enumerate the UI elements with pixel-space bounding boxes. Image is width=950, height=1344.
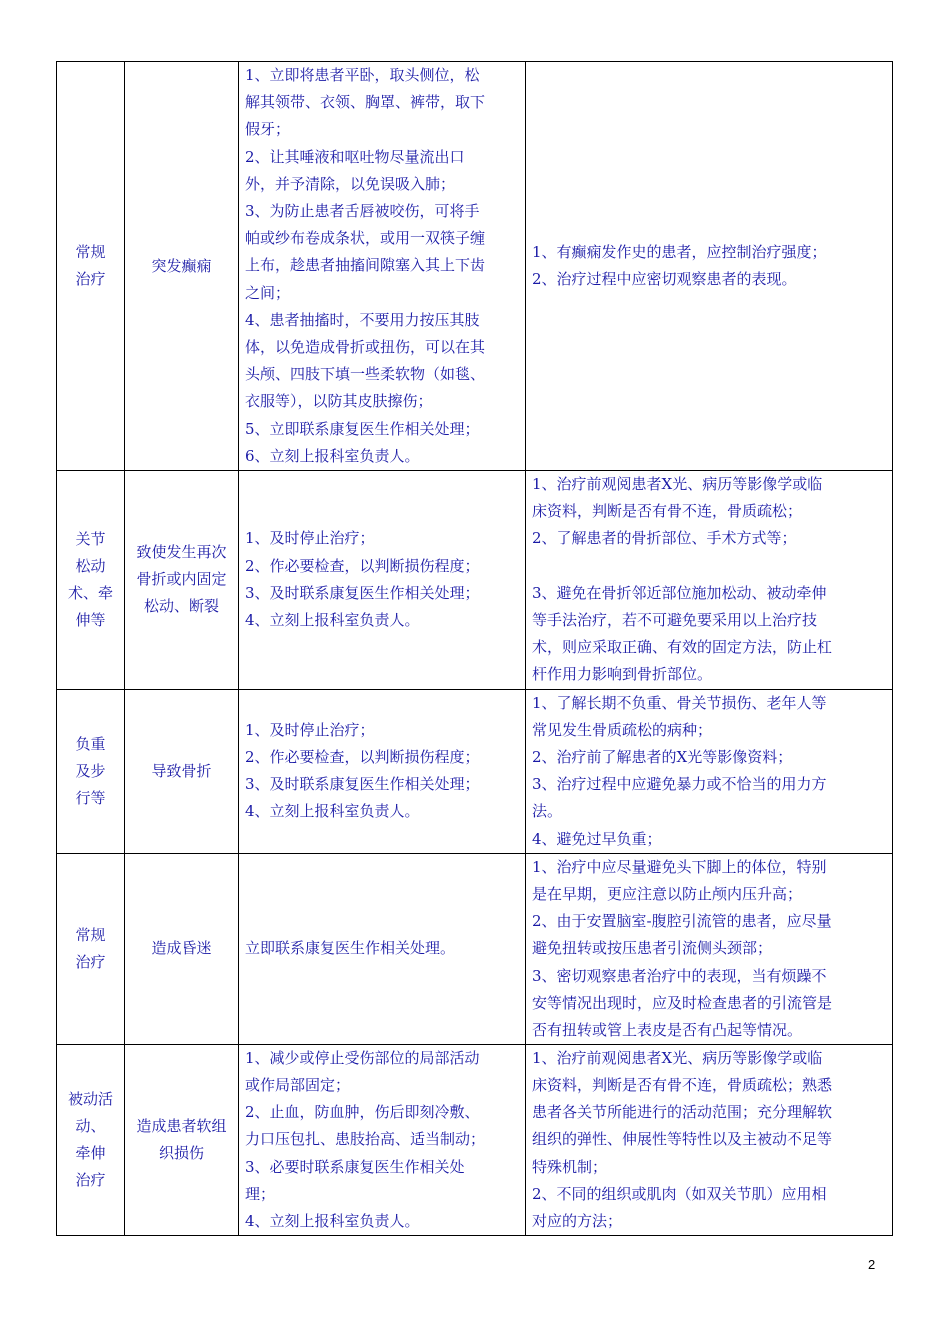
risk-cell-line: 致使发生再次	[136, 543, 227, 562]
table-row	[57, 62, 893, 471]
risk-cell-line: 导致骨折	[151, 761, 212, 780]
category-cell-line: 治疗	[75, 270, 106, 288]
risk-management-table	[56, 61, 893, 1236]
measures-cell	[239, 853, 526, 1044]
category-cell-line: 被动活	[67, 1090, 113, 1109]
precautions-cell-line	[532, 553, 888, 580]
risk-cell	[125, 62, 239, 471]
measures-cell-line: 1、及时停止治疗；	[245, 529, 375, 548]
measures-cell-line: 4、立刻上报科室负责人。	[245, 1212, 420, 1231]
risk-cell-line: 突发癫痫	[151, 256, 212, 275]
category-cell-line: 动、	[75, 1117, 106, 1136]
category-cell	[57, 1044, 125, 1235]
measures-cell-line: 3、为防止患者舌唇被咬伤，可将手	[245, 202, 480, 221]
precautions-cell-line: 3、密切观察患者治疗中的表现，当有烦躁不	[532, 966, 827, 985]
table-row	[57, 471, 893, 690]
precautions-cell-line: 2、不同的组织或肌肉（如双关节肌）应用相	[532, 1184, 827, 1203]
precautions-cell-line: 患者各关节所能进行的活动范围；充分理解软	[532, 1103, 833, 1122]
precautions-cell-line: 2、治疗过程中应密切观察患者的表现。	[532, 270, 797, 288]
precautions-cell-line: 2、由于安置脑室-腹腔引流管的患者，应尽量	[532, 912, 832, 931]
table-row	[57, 853, 893, 1044]
category-cell-line: 伸等	[75, 610, 106, 629]
measures-cell-line: 6、立刻上报科室负责人。	[245, 446, 420, 465]
table-row	[57, 689, 893, 853]
measures-cell-line: 3、及时联系康复医生作相关处理；	[245, 775, 480, 794]
measures-cell-line: 1、及时停止治疗；	[245, 720, 375, 739]
precautions-cell-line: 杆作用力影响到骨折部位。	[532, 665, 713, 684]
precautions-cell-line: 床资料，判断是否有骨不连，骨质疏松；熟悉	[532, 1076, 833, 1095]
precautions-cell-line: 避免扭转或按压患者引流侧头颈部；	[532, 939, 773, 958]
category-cell-line: 行等	[75, 788, 106, 807]
precautions-cell-line: 常见发生骨质疏松的病种；	[532, 720, 713, 739]
measures-cell-line: 4、患者抽搐时，不要用力按压其肢	[245, 310, 480, 329]
precautions-cell-line: 术，则应采取正确、有效的固定方法，防止杠	[532, 638, 833, 657]
measures-cell-line: 1、立即将患者平卧，取头侧位，松	[245, 66, 480, 84]
measures-cell-line: 2、让其唾液和呕吐物尽量流出口	[245, 147, 465, 166]
measures-cell-line: 之间；	[245, 283, 291, 302]
measures-cell-line: 立即联系康复医生作相关处理。	[245, 939, 456, 958]
category-cell	[57, 853, 125, 1044]
measures-cell	[239, 62, 526, 471]
precautions-cell	[526, 853, 893, 1044]
measures-cell-line: 2、作必要检查，以判断损伤程度；	[245, 748, 480, 767]
measures-cell-line: 力口压包扎、患肢抬高、适当制动；	[245, 1130, 486, 1149]
precautions-cell-line: 法。	[532, 802, 563, 821]
measures-cell-line: 帕或纱布卷成条状，或用一双筷子缠	[245, 229, 486, 248]
category-cell-line: 关节	[75, 529, 106, 548]
precautions-cell-line: 1、了解长期不负重、骨关节损伤、老年人等	[532, 693, 827, 712]
risk-cell	[125, 689, 239, 853]
risk-cell	[125, 1044, 239, 1235]
precautions-cell-line: 对应的方法；	[532, 1212, 623, 1231]
measures-cell-line: 4、立刻上报科室负责人。	[245, 611, 420, 630]
category-cell-line: 术、牵	[67, 583, 113, 602]
page-number: 2	[868, 1257, 876, 1272]
category-cell-line: 及步	[75, 761, 106, 780]
precautions-cell-line: 3、治疗过程中应避免暴力或不恰当的用力方	[532, 775, 827, 794]
category-cell-line: 牵伸	[75, 1144, 106, 1163]
category-cell	[57, 689, 125, 853]
measures-cell-line: 体，以免造成骨折或扭伤，可以在其	[245, 338, 486, 357]
precautions-cell	[526, 471, 893, 690]
risk-cell-line: 骨折或内固定	[136, 570, 227, 589]
measures-cell	[239, 689, 526, 853]
table-row	[57, 1044, 893, 1235]
measures-cell-line: 假牙；	[245, 120, 291, 139]
risk-cell-line: 松动、断裂	[143, 597, 219, 616]
precautions-cell	[526, 1044, 893, 1235]
precautions-cell-line: 1、治疗前观阅患者X光、病历等影像学或临	[532, 1048, 823, 1067]
measures-cell-line: 解其领带、衣领、胸罩、裤带，取下	[245, 93, 486, 112]
category-cell-line: 松动	[75, 556, 106, 575]
precautions-cell-line: 是在早期，更应注意以防止颅内压升高；	[532, 885, 803, 904]
risk-cell-line: 织损伤	[158, 1144, 204, 1163]
risk-cell-line: 造成患者软组	[136, 1117, 227, 1136]
precautions-cell-line: 床资料，判断是否有骨不连，骨质疏松；	[532, 502, 803, 521]
category-cell-line: 治疗	[75, 952, 106, 971]
precautions-cell-line: 组织的弹性、伸展性等特性以及主被动不足等	[532, 1130, 833, 1149]
category-cell-line: 负重	[75, 734, 106, 753]
measures-cell-line: 理；	[245, 1184, 276, 1203]
precautions-cell-line: 1、治疗前观阅患者X光、病历等影像学或临	[532, 475, 823, 493]
precautions-cell-line: 2、了解患者的骨折部位、手术方式等；	[532, 529, 797, 548]
precautions-cell-line: 安等情况出现时，应及时检查患者的引流管是	[532, 993, 833, 1012]
precautions-cell-line: 3、避免在骨折邻近部位施加松动、被动牵伸	[532, 583, 827, 602]
measures-cell-line: 5、立即联系康复医生作相关处理；	[245, 419, 480, 438]
measures-cell-line: 2、作必要检查，以判断损伤程度；	[245, 556, 480, 575]
risk-cell	[125, 853, 239, 1044]
measures-cell-line: 1、减少或停止受伤部位的局部活动	[245, 1048, 480, 1067]
measures-cell-line: 头颅、四肢下填一些柔软物（如毯、	[245, 365, 486, 384]
measures-cell-line: 或作局部固定；	[245, 1076, 351, 1095]
category-cell-line: 常规	[75, 243, 106, 261]
measures-cell	[239, 1044, 526, 1235]
category-cell-line: 治疗	[75, 1171, 106, 1190]
category-cell-line: 常规	[75, 925, 106, 944]
measures-cell-line: 2、止血，防血肿，伤后即刻冷敷、	[245, 1103, 480, 1122]
precautions-cell-line: 1、有癫痫发作史的患者，应控制治疗强度；	[532, 242, 827, 261]
precautions-cell-line: 否有扭转或管上表皮是否有凸起等情况。	[532, 1021, 803, 1040]
risk-cell	[125, 471, 239, 690]
precautions-cell	[526, 689, 893, 853]
measures-cell-line: 4、立刻上报科室负责人。	[245, 802, 420, 821]
measures-cell-line: 3、必要时联系康复医生作相关处	[245, 1157, 465, 1176]
precautions-cell-line: 特殊机制；	[532, 1157, 608, 1176]
precautions-cell-line: 等手法治疗，若不可避免要采用以上治疗技	[532, 611, 818, 630]
measures-cell-line: 3、及时联系康复医生作相关处理；	[245, 583, 480, 602]
risk-cell-line: 造成昏迷	[151, 939, 212, 958]
precautions-cell-line: 4、避免过早负重；	[532, 829, 662, 848]
category-cell	[57, 62, 125, 471]
measures-cell-line: 外，并予清除，以免误吸入肺；	[245, 174, 456, 193]
category-cell	[57, 471, 125, 690]
measures-cell-line: 上布，趁患者抽搐间隙塞入其上下齿	[245, 256, 486, 275]
precautions-cell	[526, 62, 893, 471]
measures-cell-line: 衣服等），以防其皮肤擦伤；	[245, 392, 433, 411]
measures-cell	[239, 471, 526, 690]
precautions-cell-line: 1、治疗中应尽量避免头下脚上的体位，特别	[532, 857, 827, 876]
precautions-cell-line: 2、治疗前了解患者的X光等影像资料；	[532, 748, 793, 767]
